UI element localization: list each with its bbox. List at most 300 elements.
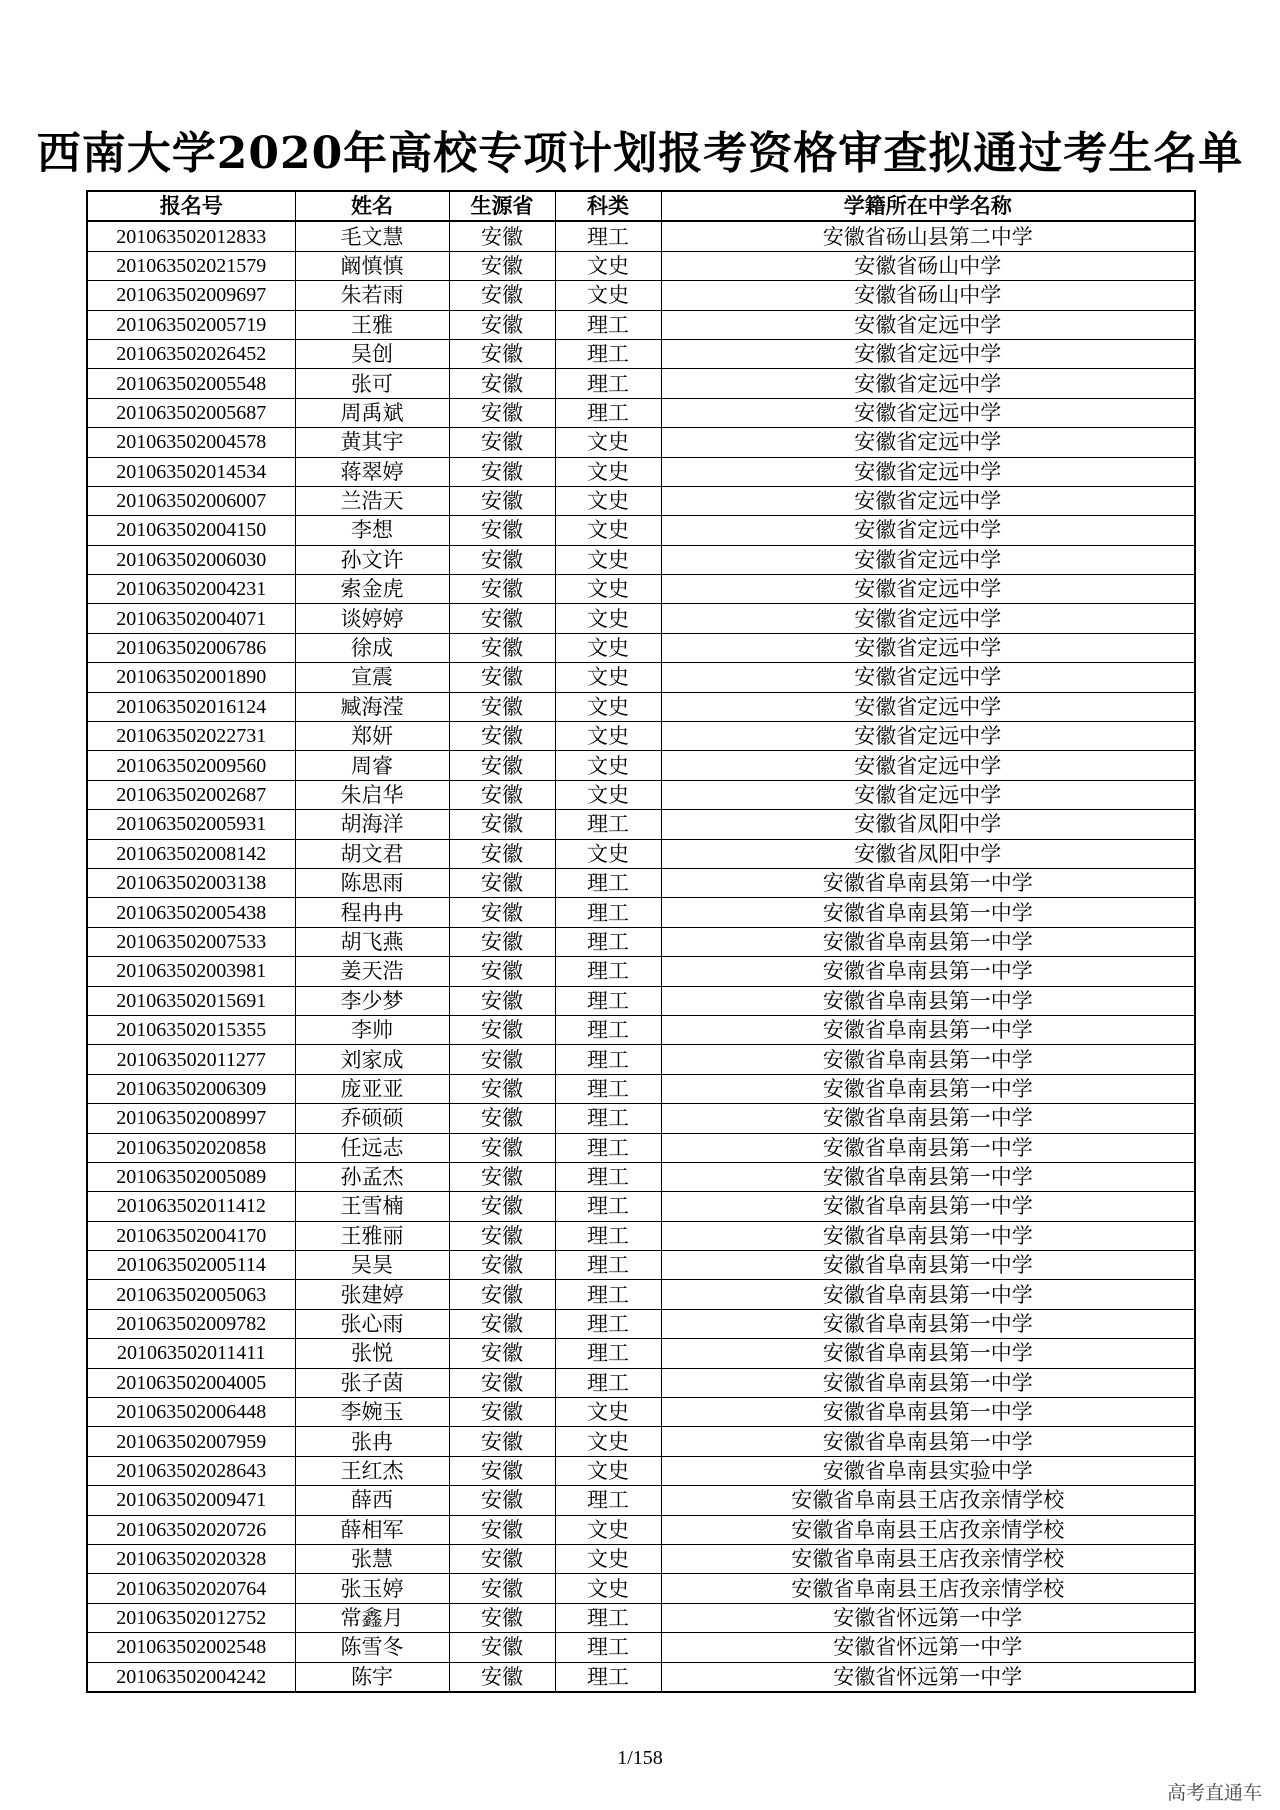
table-row <box>87 1221 1195 1250</box>
subject-category-cell: 理工 <box>555 1309 661 1338</box>
school-cell: 安徽省阜南县第一中学 <box>661 1339 1195 1368</box>
name-cell: 朱若雨 <box>295 281 449 310</box>
registration-number-cell: 201063502004231 <box>87 575 295 604</box>
subject-category-cell: 理工 <box>555 1221 661 1250</box>
subject-category-cell: 文史 <box>555 1398 661 1427</box>
school-cell: 安徽省定远中学 <box>661 633 1195 662</box>
school-cell: 安徽省定远中学 <box>661 604 1195 633</box>
subject-category-cell: 理工 <box>555 1162 661 1191</box>
registration-number-cell: 201063502020726 <box>87 1515 295 1544</box>
table-row <box>87 1251 1195 1280</box>
registration-number-cell: 201063502007533 <box>87 927 295 956</box>
school-cell: 安徽省凤阳中学 <box>661 839 1195 868</box>
registration-number-cell: 201063502009560 <box>87 751 295 780</box>
name-cell: 庞亚亚 <box>295 1074 449 1103</box>
table-body <box>87 221 1195 1692</box>
registration-number-cell: 201063502005931 <box>87 810 295 839</box>
province-cell: 安徽 <box>449 1045 555 1074</box>
province-cell: 安徽 <box>449 1104 555 1133</box>
registration-number-cell: 201063502022731 <box>87 722 295 751</box>
school-cell: 安徽省怀远第一中学 <box>661 1633 1195 1662</box>
province-cell: 安徽 <box>449 957 555 986</box>
subject-category-cell: 理工 <box>555 1280 661 1309</box>
school-cell: 安徽省阜南县第一中学 <box>661 1280 1195 1309</box>
registration-number-cell: 201063502015355 <box>87 1015 295 1044</box>
table-row <box>87 1544 1195 1573</box>
table-row <box>87 428 1195 457</box>
table-row <box>87 1603 1195 1632</box>
province-cell: 安徽 <box>449 281 555 310</box>
subject-category-cell: 理工 <box>555 1662 661 1692</box>
registration-number-cell: 201063502005114 <box>87 1251 295 1280</box>
name-cell: 李少梦 <box>295 986 449 1015</box>
table-header-row <box>87 191 1195 221</box>
table-row <box>87 310 1195 339</box>
subject-category-cell: 文史 <box>555 633 661 662</box>
province-cell: 安徽 <box>449 1515 555 1544</box>
table-row <box>87 398 1195 427</box>
school-cell: 安徽省阜南县第一中学 <box>661 1221 1195 1250</box>
province-cell: 安徽 <box>449 1456 555 1485</box>
page-number: 1/158 <box>617 1747 663 1769</box>
name-cell: 薛相军 <box>295 1515 449 1544</box>
name-cell: 蒋翠婷 <box>295 457 449 486</box>
province-cell: 安徽 <box>449 1221 555 1250</box>
table-row <box>87 1192 1195 1221</box>
table-row <box>87 1280 1195 1309</box>
table-row <box>87 1486 1195 1515</box>
subject-category-cell: 理工 <box>555 1339 661 1368</box>
registration-number-cell: 201063502009471 <box>87 1486 295 1515</box>
province-cell: 安徽 <box>449 457 555 486</box>
province-cell: 安徽 <box>449 810 555 839</box>
province-cell: 安徽 <box>449 898 555 927</box>
subject-category-cell: 文史 <box>555 1515 661 1544</box>
name-cell: 张玉婷 <box>295 1574 449 1603</box>
province-cell: 安徽 <box>449 221 555 251</box>
registration-number-cell: 201063502004242 <box>87 1662 295 1692</box>
subject-category-cell: 理工 <box>555 310 661 339</box>
name-cell: 姜天浩 <box>295 957 449 986</box>
school-cell: 安徽省定远中学 <box>661 663 1195 692</box>
province-cell: 安徽 <box>449 780 555 809</box>
school-cell: 安徽省阜南县第一中学 <box>661 1162 1195 1191</box>
subject-category-cell: 理工 <box>555 1045 661 1074</box>
subject-category-cell: 文史 <box>555 751 661 780</box>
watermark: 高考直通车 <box>1166 1782 1262 1804</box>
name-cell: 陈宇 <box>295 1662 449 1692</box>
subject-category-cell: 文史 <box>555 428 661 457</box>
province-cell: 安徽 <box>449 1192 555 1221</box>
registration-number-cell: 201063502006786 <box>87 633 295 662</box>
school-cell: 安徽省阜南县第一中学 <box>661 927 1195 956</box>
registration-number-cell: 201063502020764 <box>87 1574 295 1603</box>
subject-category-cell: 理工 <box>555 339 661 368</box>
school-cell: 安徽省怀远第一中学 <box>661 1662 1195 1692</box>
table-row <box>87 221 1195 251</box>
school-cell: 安徽省阜南县第一中学 <box>661 1045 1195 1074</box>
registration-number-cell: 201063502005548 <box>87 369 295 398</box>
table-row <box>87 1368 1195 1397</box>
registration-number-cell: 201063502006030 <box>87 545 295 574</box>
province-cell: 安徽 <box>449 1486 555 1515</box>
subject-category-cell: 文史 <box>555 839 661 868</box>
table-row <box>87 692 1195 721</box>
column-header-registration-number: 报名号 <box>87 191 295 221</box>
table-row <box>87 1515 1195 1544</box>
subject-category-cell: 理工 <box>555 810 661 839</box>
school-cell: 安徽省定远中学 <box>661 575 1195 604</box>
table-row <box>87 1574 1195 1603</box>
registration-number-cell: 201063502006007 <box>87 486 295 515</box>
subject-category-cell: 理工 <box>555 1074 661 1103</box>
table-row <box>87 1633 1195 1662</box>
school-cell: 安徽省阜南县第一中学 <box>661 898 1195 927</box>
name-cell: 徐成 <box>295 633 449 662</box>
school-cell: 安徽省怀远第一中学 <box>661 1603 1195 1632</box>
table-row <box>87 633 1195 662</box>
subject-category-cell: 理工 <box>555 369 661 398</box>
school-cell: 安徽省阜南县王店孜亲情学校 <box>661 1574 1195 1603</box>
province-cell: 安徽 <box>449 722 555 751</box>
table-row <box>87 457 1195 486</box>
province-cell: 安徽 <box>449 1633 555 1662</box>
name-cell: 谈婷婷 <box>295 604 449 633</box>
province-cell: 安徽 <box>449 927 555 956</box>
province-cell: 安徽 <box>449 369 555 398</box>
province-cell: 安徽 <box>449 1662 555 1692</box>
column-header-name: 姓名 <box>295 191 449 221</box>
table-row <box>87 251 1195 280</box>
registration-number-cell: 201063502003138 <box>87 868 295 897</box>
school-cell: 安徽省阜南县王店孜亲情学校 <box>661 1544 1195 1573</box>
registration-number-cell: 201063502009782 <box>87 1309 295 1338</box>
name-cell: 薛西 <box>295 1486 449 1515</box>
subject-category-cell: 理工 <box>555 1192 661 1221</box>
province-cell: 安徽 <box>449 986 555 1015</box>
province-cell: 安徽 <box>449 663 555 692</box>
name-cell: 胡文君 <box>295 839 449 868</box>
school-cell: 安徽省阜南县第一中学 <box>661 868 1195 897</box>
school-cell: 安徽省定远中学 <box>661 751 1195 780</box>
province-cell: 安徽 <box>449 1368 555 1397</box>
registration-number-cell: 201063502006309 <box>87 1074 295 1103</box>
registration-number-cell: 201063502005063 <box>87 1280 295 1309</box>
table-row <box>87 751 1195 780</box>
name-cell: 张慧 <box>295 1544 449 1573</box>
registration-number-cell: 201063502003981 <box>87 957 295 986</box>
name-cell: 任远志 <box>295 1133 449 1162</box>
school-cell: 安徽省阜南县王店孜亲情学校 <box>661 1486 1195 1515</box>
table-row <box>87 516 1195 545</box>
school-cell: 安徽省定远中学 <box>661 780 1195 809</box>
school-cell: 安徽省凤阳中学 <box>661 810 1195 839</box>
school-cell: 安徽省阜南县第一中学 <box>661 986 1195 1015</box>
name-cell: 王红杰 <box>295 1456 449 1485</box>
table-row <box>87 839 1195 868</box>
name-cell: 张心雨 <box>295 1309 449 1338</box>
subject-category-cell: 文史 <box>555 1456 661 1485</box>
name-cell: 张冉 <box>295 1427 449 1456</box>
column-header-school: 学籍所在中学名称 <box>661 191 1195 221</box>
registration-number-cell: 201063502011277 <box>87 1045 295 1074</box>
province-cell: 安徽 <box>449 1251 555 1280</box>
page-title: 西南大学2020年高校专项计划报考资格审查拟通过考生名单 <box>36 128 1244 179</box>
province-cell: 安徽 <box>449 339 555 368</box>
province-cell: 安徽 <box>449 1339 555 1368</box>
province-cell: 安徽 <box>449 1280 555 1309</box>
name-cell: 王雪楠 <box>295 1192 449 1221</box>
name-cell: 孙孟杰 <box>295 1162 449 1191</box>
name-cell: 臧海滢 <box>295 692 449 721</box>
school-cell: 安徽省阜南县第一中学 <box>661 1309 1195 1338</box>
registration-number-cell: 201063502020858 <box>87 1133 295 1162</box>
candidate-table <box>86 190 1196 1693</box>
name-cell: 程冉冉 <box>295 898 449 927</box>
subject-category-cell: 理工 <box>555 898 661 927</box>
name-cell: 黄其宇 <box>295 428 449 457</box>
registration-number-cell: 201063502006448 <box>87 1398 295 1427</box>
table-row <box>87 722 1195 751</box>
registration-number-cell: 201063502004170 <box>87 1221 295 1250</box>
table-row <box>87 1074 1195 1103</box>
registration-number-cell: 201063502014534 <box>87 457 295 486</box>
name-cell: 索金虎 <box>295 575 449 604</box>
name-cell: 刘家成 <box>295 1045 449 1074</box>
subject-category-cell: 理工 <box>555 398 661 427</box>
name-cell: 宣震 <box>295 663 449 692</box>
table-row <box>87 1456 1195 1485</box>
registration-number-cell: 201063502005687 <box>87 398 295 427</box>
table-row <box>87 1133 1195 1162</box>
province-cell: 安徽 <box>449 1603 555 1632</box>
province-cell: 安徽 <box>449 1398 555 1427</box>
school-cell: 安徽省阜南县第一中学 <box>661 1398 1195 1427</box>
school-cell: 安徽省定远中学 <box>661 428 1195 457</box>
province-cell: 安徽 <box>449 751 555 780</box>
school-cell: 安徽省阜南县第一中学 <box>661 1427 1195 1456</box>
table-row <box>87 986 1195 1015</box>
province-cell: 安徽 <box>449 1427 555 1456</box>
name-cell: 胡海洋 <box>295 810 449 839</box>
subject-category-cell: 文史 <box>555 457 661 486</box>
table-row <box>87 369 1195 398</box>
subject-category-cell: 文史 <box>555 663 661 692</box>
school-cell: 安徽省阜南县第一中学 <box>661 1074 1195 1103</box>
subject-category-cell: 文史 <box>555 251 661 280</box>
registration-number-cell: 201063502001890 <box>87 663 295 692</box>
school-cell: 安徽省砀山中学 <box>661 251 1195 280</box>
school-cell: 安徽省阜南县第一中学 <box>661 1015 1195 1044</box>
name-cell: 张悦 <box>295 1339 449 1368</box>
registration-number-cell: 201063502002548 <box>87 1633 295 1662</box>
subject-category-cell: 文史 <box>555 281 661 310</box>
table-row <box>87 1104 1195 1133</box>
province-cell: 安徽 <box>449 1133 555 1162</box>
school-cell: 安徽省定远中学 <box>661 722 1195 751</box>
subject-category-cell: 理工 <box>555 986 661 1015</box>
name-cell: 胡飞燕 <box>295 927 449 956</box>
registration-number-cell: 201063502008142 <box>87 839 295 868</box>
table-row <box>87 575 1195 604</box>
school-cell: 安徽省定远中学 <box>661 457 1195 486</box>
registration-number-cell: 201063502005089 <box>87 1162 295 1191</box>
name-cell: 王雅 <box>295 310 449 339</box>
school-cell: 安徽省定远中学 <box>661 310 1195 339</box>
province-cell: 安徽 <box>449 398 555 427</box>
subject-category-cell: 理工 <box>555 1486 661 1515</box>
registration-number-cell: 201063502005438 <box>87 898 295 927</box>
province-cell: 安徽 <box>449 516 555 545</box>
school-cell: 安徽省阜南县第一中学 <box>661 1104 1195 1133</box>
table-row <box>87 339 1195 368</box>
table-row <box>87 1015 1195 1044</box>
name-cell: 张可 <box>295 369 449 398</box>
table-row <box>87 663 1195 692</box>
registration-number-cell: 201063502012833 <box>87 221 295 251</box>
registration-number-cell: 201063502008997 <box>87 1104 295 1133</box>
subject-category-cell: 理工 <box>555 927 661 956</box>
province-cell: 安徽 <box>449 692 555 721</box>
subject-category-cell: 理工 <box>555 1251 661 1280</box>
name-cell: 张子茵 <box>295 1368 449 1397</box>
table-row <box>87 1339 1195 1368</box>
registration-number-cell: 201063502004150 <box>87 516 295 545</box>
registration-number-cell: 201063502011411 <box>87 1339 295 1368</box>
registration-number-cell: 201063502012752 <box>87 1603 295 1632</box>
province-cell: 安徽 <box>449 1015 555 1044</box>
registration-number-cell: 201063502007959 <box>87 1427 295 1456</box>
table-row <box>87 1045 1195 1074</box>
registration-number-cell: 201063502009697 <box>87 281 295 310</box>
province-cell: 安徽 <box>449 486 555 515</box>
province-cell: 安徽 <box>449 251 555 280</box>
name-cell: 周禹斌 <box>295 398 449 427</box>
province-cell: 安徽 <box>449 868 555 897</box>
province-cell: 安徽 <box>449 1544 555 1573</box>
school-cell: 安徽省阜南县第一中学 <box>661 1251 1195 1280</box>
subject-category-cell: 文史 <box>555 516 661 545</box>
name-cell: 李帅 <box>295 1015 449 1044</box>
name-cell: 孙文许 <box>295 545 449 574</box>
column-header-subject-category: 科类 <box>555 191 661 221</box>
registration-number-cell: 201063502004071 <box>87 604 295 633</box>
school-cell: 安徽省定远中学 <box>661 516 1195 545</box>
school-cell: 安徽省定远中学 <box>661 545 1195 574</box>
subject-category-cell: 理工 <box>555 1133 661 1162</box>
name-cell: 毛文慧 <box>295 221 449 251</box>
table-row <box>87 1398 1195 1427</box>
subject-category-cell: 理工 <box>555 221 661 251</box>
name-cell: 郑妍 <box>295 722 449 751</box>
subject-category-cell: 文史 <box>555 1574 661 1603</box>
subject-category-cell: 文史 <box>555 545 661 574</box>
name-cell: 乔硕硕 <box>295 1104 449 1133</box>
name-cell: 兰浩天 <box>295 486 449 515</box>
table-row <box>87 486 1195 515</box>
school-cell: 安徽省阜南县第一中学 <box>661 1133 1195 1162</box>
table-row <box>87 957 1195 986</box>
province-cell: 安徽 <box>449 1074 555 1103</box>
table-row <box>87 927 1195 956</box>
registration-number-cell: 201063502004578 <box>87 428 295 457</box>
name-cell: 吴创 <box>295 339 449 368</box>
table-row <box>87 1662 1195 1692</box>
school-cell: 安徽省阜南县第一中学 <box>661 957 1195 986</box>
subject-category-cell: 理工 <box>555 1368 661 1397</box>
name-cell: 吴昊 <box>295 1251 449 1280</box>
registration-number-cell: 201063502021579 <box>87 251 295 280</box>
subject-category-cell: 文史 <box>555 486 661 515</box>
table-row <box>87 780 1195 809</box>
school-cell: 安徽省砀山中学 <box>661 281 1195 310</box>
province-cell: 安徽 <box>449 545 555 574</box>
registration-number-cell: 201063502028643 <box>87 1456 295 1485</box>
subject-category-cell: 文史 <box>555 1427 661 1456</box>
subject-category-cell: 文史 <box>555 780 661 809</box>
province-cell: 安徽 <box>449 604 555 633</box>
subject-category-cell: 文史 <box>555 1544 661 1573</box>
province-cell: 安徽 <box>449 310 555 339</box>
subject-category-cell: 理工 <box>555 957 661 986</box>
registration-number-cell: 201063502026452 <box>87 339 295 368</box>
name-cell: 李想 <box>295 516 449 545</box>
subject-category-cell: 理工 <box>555 1104 661 1133</box>
subject-category-cell: 理工 <box>555 1015 661 1044</box>
name-cell: 王雅丽 <box>295 1221 449 1250</box>
name-cell: 周睿 <box>295 751 449 780</box>
registration-number-cell: 201063502016124 <box>87 692 295 721</box>
table-row <box>87 1162 1195 1191</box>
province-cell: 安徽 <box>449 1574 555 1603</box>
province-cell: 安徽 <box>449 633 555 662</box>
subject-category-cell: 文史 <box>555 722 661 751</box>
name-cell: 朱启华 <box>295 780 449 809</box>
subject-category-cell: 理工 <box>555 868 661 897</box>
school-cell: 安徽省定远中学 <box>661 692 1195 721</box>
registration-number-cell: 201063502002687 <box>87 780 295 809</box>
table-row <box>87 545 1195 574</box>
name-cell: 陈思雨 <box>295 868 449 897</box>
table-row <box>87 604 1195 633</box>
registration-number-cell: 201063502004005 <box>87 1368 295 1397</box>
subject-category-cell: 理工 <box>555 1633 661 1662</box>
school-cell: 安徽省阜南县王店孜亲情学校 <box>661 1515 1195 1544</box>
province-cell: 安徽 <box>449 428 555 457</box>
school-cell: 安徽省阜南县第一中学 <box>661 1368 1195 1397</box>
subject-category-cell: 文史 <box>555 692 661 721</box>
table-row <box>87 898 1195 927</box>
table-row <box>87 1427 1195 1456</box>
subject-category-cell: 文史 <box>555 604 661 633</box>
school-cell: 安徽省定远中学 <box>661 339 1195 368</box>
registration-number-cell: 201063502015691 <box>87 986 295 1015</box>
name-cell: 张建婷 <box>295 1280 449 1309</box>
school-cell: 安徽省阜南县实验中学 <box>661 1456 1195 1485</box>
table-row <box>87 868 1195 897</box>
subject-category-cell: 理工 <box>555 1603 661 1632</box>
registration-number-cell: 201063502005719 <box>87 310 295 339</box>
province-cell: 安徽 <box>449 1309 555 1338</box>
school-cell: 安徽省定远中学 <box>661 369 1195 398</box>
name-cell: 陈雪冬 <box>295 1633 449 1662</box>
school-cell: 安徽省阜南县第一中学 <box>661 1192 1195 1221</box>
province-cell: 安徽 <box>449 1162 555 1191</box>
registration-number-cell: 201063502020328 <box>87 1544 295 1573</box>
subject-category-cell: 文史 <box>555 575 661 604</box>
registration-number-cell: 201063502011412 <box>87 1192 295 1221</box>
table-row <box>87 810 1195 839</box>
